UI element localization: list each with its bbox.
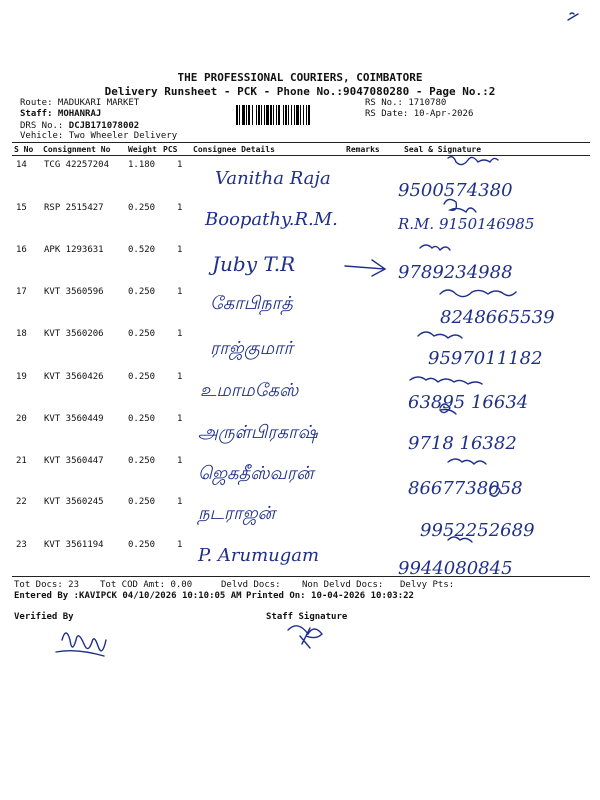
row-weight: 0.250 [128,372,156,382]
entered-by: Entered By :KAVIPCK 04/10/2026 10:10:05 AM [14,591,242,601]
row-consignee: கோபிநாத் [210,293,293,314]
row-pcs: 1 [177,372,183,382]
row-signature: 9718 16382 [408,433,517,454]
row-consignee: Juby T.R [212,252,296,276]
row-consignment: KVT 3560206 [44,329,104,339]
scribble-mark [448,459,486,464]
scribble-mark [444,199,476,212]
delvd-docs: Delvd Docs: [221,580,281,590]
row-consignment: TCG 42257204 [44,160,110,170]
staff-signature-label: Staff Signature [266,612,348,622]
col-consignee: Consignee Details [193,145,275,154]
row-consignee: Vanitha Raja [215,168,331,189]
verifier-signature-line [56,651,104,656]
scribble-mark [448,157,498,165]
row-pcs: 1 [177,203,183,213]
staff-label: Staff: MOHANRAJ [20,109,102,119]
row-sno: 16 [16,245,27,255]
row-signature: 9944080845 [398,558,513,579]
row-consignee: ராஜ்குமார் [210,338,293,359]
tot-docs: Tot Docs: 23 [14,580,80,590]
row-weight: 0.520 [128,245,156,255]
tot-cod: Tot COD Amt: 0.00 [100,580,193,590]
row-pcs: 1 [177,497,183,507]
row-consignment: KVT 3560596 [44,287,104,297]
runsheet-title: Delivery Runsheet - PCK - Phone No.:9047080280 - Page No.:2 [104,85,496,98]
row-weight: 0.250 [128,329,156,339]
row-pcs: 1 [177,160,183,170]
route-label: Route: MADUKARI MARKET [20,98,140,108]
row-sno: 17 [16,287,27,297]
col-pcs: PCS [163,145,178,154]
row-signature: 9789234988 [398,262,513,283]
row-pcs: 1 [177,540,183,550]
row-sno: 22 [16,497,27,507]
row-sno: 21 [16,456,27,466]
scribble-mark [440,290,516,297]
row-consignee: அருள்பிரகாஷ் [198,422,318,443]
row-consignee: ஜெகதீஸ்வரன் [198,463,314,484]
vehicle-label: Vehicle: Two Wheeler Delivery [20,131,178,141]
row-consignee: உமாமகேஸ் [200,380,299,401]
verifier-signature [62,633,106,651]
row-sno: 14 [16,160,27,170]
drs-value: DCJB171078002 [68,121,140,131]
row-consignment: KVT 3560426 [44,372,104,382]
scribble-mark [440,404,456,414]
printed-on: Printed On: 10-04-2026 10:03:22 [246,591,414,601]
row-consignment: KVT 3560449 [44,414,104,424]
row-consignee: P. Arumugam [198,545,320,566]
row-pcs: 1 [177,329,183,339]
row-weight: 0.250 [128,456,156,466]
verified-by-label: Verified By [14,612,74,622]
row-consignee: Boopathy.R.M. [205,209,338,230]
row-weight: 0.250 [128,287,156,297]
col-signature: Seal & Signature [404,145,482,154]
row-signature: 9597011182 [428,348,543,369]
scribble-mark [490,486,500,496]
row-sno: 15 [16,203,27,213]
row-pcs: 1 [177,287,183,297]
row-pcs: 1 [177,456,183,466]
rs-date: RS Date: 10-Apr-2026 [365,109,474,119]
row-sno: 19 [16,372,27,382]
row-sno: 20 [16,414,27,424]
row-signature: 63895 16634 [408,392,529,413]
row-weight: 0.250 [128,540,156,550]
row-weight: 0.250 [128,203,156,213]
row-pcs: 1 [177,414,183,424]
staff-signature-mark [288,626,322,648]
scribble-mark [410,377,482,384]
delvy-pts: Delvy Pts: [400,580,455,590]
col-weight: Weight [128,145,157,154]
row-signature: 8248665539 [440,307,555,328]
company-name: THE PROFESSIONAL COURIERS, COIMBATORE [177,71,423,84]
row-consignment: RSP 2515427 [44,203,104,213]
row-sno: 23 [16,540,27,550]
row-signature: 8667738058 [408,478,523,499]
drs-label: DRS No.: [20,121,69,131]
row-consignment: APK 1293631 [44,245,104,255]
scribble-mark [418,332,462,338]
row-weight: 0.250 [128,414,156,424]
row-consignment: KVT 3560447 [44,456,104,466]
col-remarks: Remarks [346,145,380,154]
row-consignment: KVT 3561194 [44,540,104,550]
corner-mark [568,13,578,20]
footer-rule [12,576,590,577]
row-weight: 1.180 [128,160,156,170]
scribble-mark [448,537,472,542]
row-weight: 0.250 [128,497,156,507]
row-pcs: 1 [177,245,183,255]
scribble-mark [420,245,450,250]
non-delvd-docs: Non Delvd Docs: [302,580,384,590]
rs-number: RS No.: 1710780 [365,98,447,108]
row-signature: 9500574380 [398,180,513,201]
row-signature: 9952252689 [420,520,535,541]
row-consignee: நடராஜன் [198,503,276,524]
row-signature: R.M. 9150146985 [398,215,535,233]
row-consignment: KVT 3560245 [44,497,104,507]
col-sno: S No [14,145,34,154]
arrow-mark [345,260,385,276]
col-consignment: Consignment No [43,145,111,154]
row-sno: 18 [16,329,27,339]
